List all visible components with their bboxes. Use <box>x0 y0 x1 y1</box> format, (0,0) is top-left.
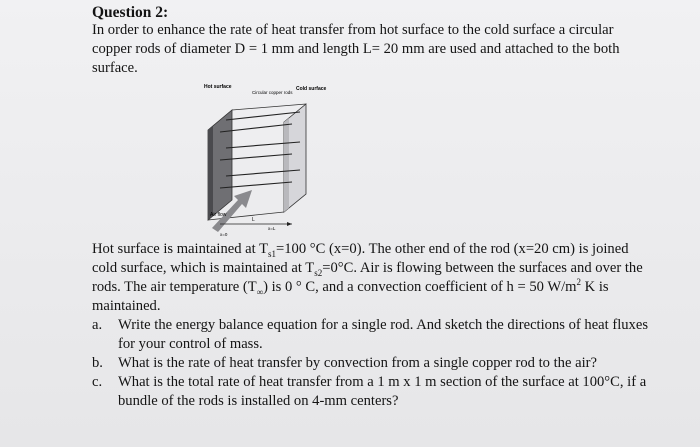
xL-label: x=L <box>268 226 276 231</box>
question-title: Question 2: <box>92 4 169 21</box>
cold-surface-label: Cold surface <box>296 86 327 92</box>
length-label: L <box>252 217 255 223</box>
rods-label: Circular copper rods <box>252 90 293 95</box>
problem-statement <box>92 240 652 411</box>
intro-paragraph: In order to enhance the rate of heat transfer from hot surface to the cold surface a circular copper rods of diameter D = 1 mm and length L= 20 mm are used and attached to the both surface. <box>92 22 620 76</box>
question-c: c. What is the total rate of heat transfer from a 1 m x 1 m section of the surface at 100°C, if a bundle of the rods is installed on 4-mm centers? <box>92 374 647 409</box>
conditions-paragraph: Hot surface is maintained at $T_{s1}=100$ °C (x=0). The other end of the rod (x=20 cm) is joined cold surface, which is maintained at $T_{s2}=0^\circ C$. Air is flowing between the surfaces and over the rods. The air temperature $(T_\infty)$ is 0 ° C, and a convection coefficient of h = 50 $W/m^2$ K is maintained. <box>92 241 643 314</box>
air-flow-label: Air flow <box>210 212 227 218</box>
hot-surface-label: Hot surface <box>204 84 232 90</box>
question-a: a. Write the energy balance equation for a single rod. And sketch the directions of heat fluxes for your control of mass. <box>92 317 649 352</box>
question-b: b. What is the rate of heat transfer by convection from a single copper rod to the air? <box>92 355 597 371</box>
x0-label: x=0 <box>220 232 228 237</box>
axis-annotation <box>200 210 320 240</box>
